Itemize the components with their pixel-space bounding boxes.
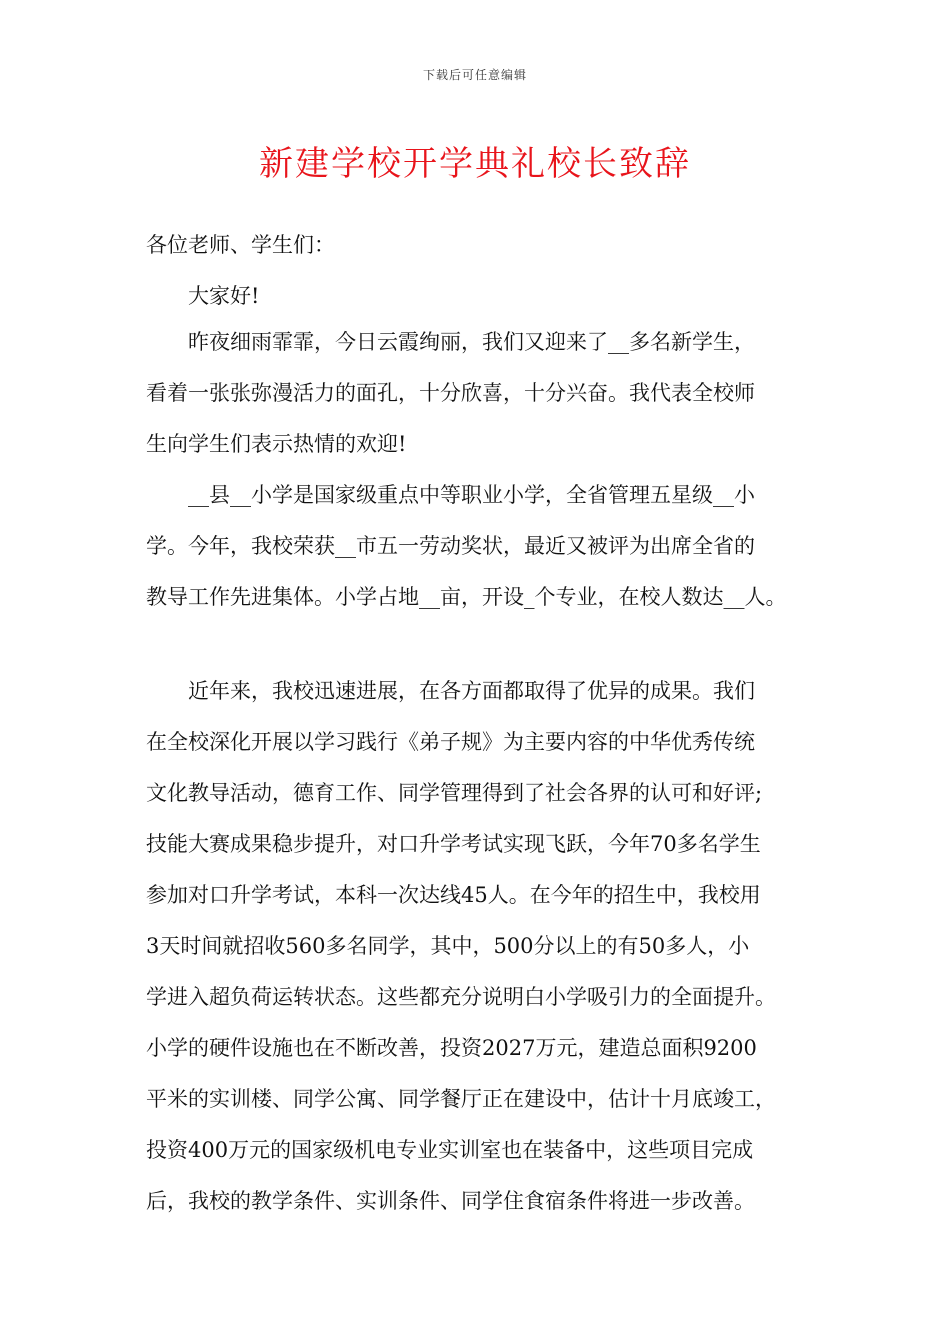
paragraph-line: 教导工作先进集体。小学占地__亩，开设_个专业，在校人数达__人。: [146, 585, 787, 609]
paragraph-line: 文化教导活动，德育工作、同学管理得到了社会各界的认可和好评;: [146, 781, 763, 805]
paragraph-line: 参加对口升学考试，本科一次达线45人。在今年的招生中，我校用: [146, 883, 761, 907]
paragraph-line: __县__小学是国家级重点中等职业小学，全省管理五星级__小: [188, 483, 755, 507]
paragraph-line: 生向学生们表示热情的欢迎!: [146, 432, 407, 456]
paragraph-line: 昨夜细雨霏霏，今日云霞绚丽，我们又迎来了__多名新学生，: [188, 330, 755, 354]
paragraph-welcome: [146, 317, 816, 470]
paragraph-line: 技能大赛成果稳步提升，对口升学考试实现飞跃，今年70多名学生: [146, 832, 761, 856]
document-title: 新建学校开学典礼校长致辞: [259, 144, 691, 184]
paragraph-line: 在全校深化开展以学习践行《弟子规》为主要内容的中华优秀传统: [146, 730, 755, 754]
paragraph-line: 投资400万元的国家级机电专业实训室也在装备中，这些项目完成: [146, 1138, 754, 1162]
greeting: 大家好!: [188, 284, 260, 308]
paragraph-line: 学。今年，我校荣获__市五一劳动奖状，最近又被评为出席全省的: [146, 534, 755, 558]
salutation: 各位老师、学生们：: [146, 233, 335, 257]
paragraph-line: 后，我校的教学条件、实训条件、同学住食宿条件将进一步改善。: [146, 1189, 755, 1213]
paragraph-line: 小学的硬件设施也在不断改善，投资2027万元，建造总面积9200: [146, 1036, 757, 1060]
paragraph-line: 3天时间就招收560多名同学，其中，500分以上的有50多人，小: [146, 934, 750, 958]
paragraph-achievements: [146, 666, 816, 1227]
salutation-block: [146, 220, 816, 322]
paragraph-school-intro: [146, 470, 816, 623]
paragraph-line: 近年来，我校迅速进展，在各方面都取得了优异的成果。我们: [188, 679, 755, 703]
header-note: 下载后可任意编辑: [422, 68, 527, 82]
paragraph-line: 平米的实训楼、同学公寓、同学餐厅正在建设中，估计十月底竣工，: [146, 1087, 776, 1111]
paragraph-line: 学进入超负荷运转状态。这些都充分说明白小学吸引力的全面提升。: [146, 985, 776, 1009]
paragraph-line: 看着一张张弥漫活力的面孔，十分欣喜，十分兴奋。我代表全校师: [146, 381, 755, 405]
